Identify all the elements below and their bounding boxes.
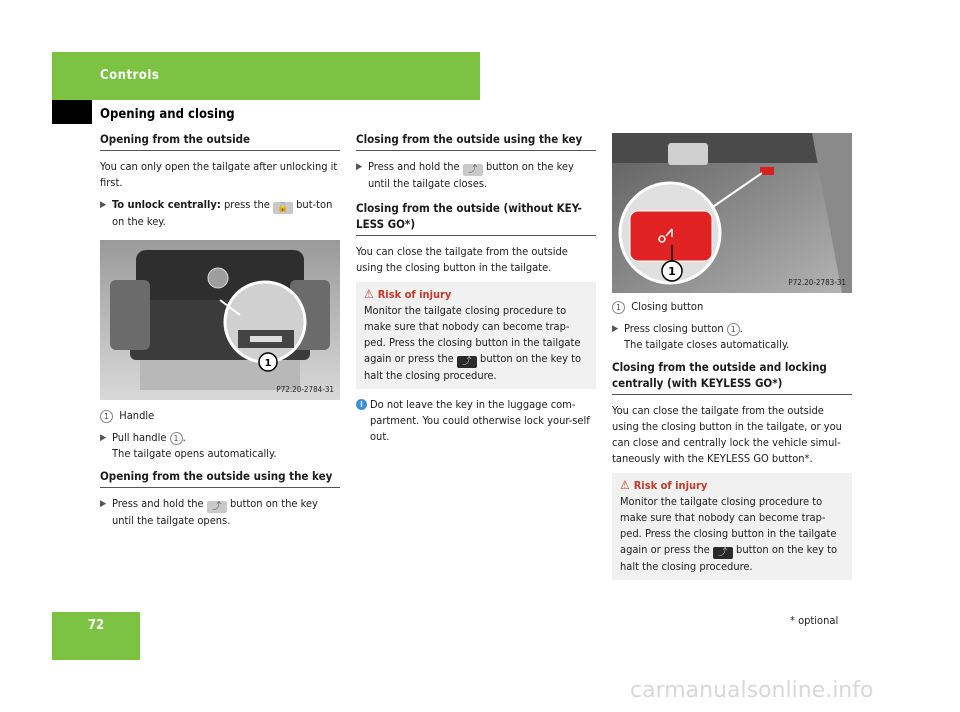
warning-title: Risk of injury xyxy=(377,288,452,301)
info-text: Do not leave the key in the luggage com-partment. You could otherwise lock your-self out. xyxy=(370,398,590,443)
step-text: Pull handle xyxy=(112,431,170,444)
legend-text: Closing button xyxy=(631,300,704,313)
warning-title: Risk of injury xyxy=(633,479,708,492)
tailgate-key-icon: ⤴ xyxy=(207,501,227,513)
intro-text: You can close the tailgate from the outside using the closing button in the tailgate. xyxy=(356,245,568,274)
step-text: Press and hold the xyxy=(368,160,463,173)
intro-text: You can close the tailgate from the outside using the closing button in the tailgate, or you can close and centrally lock the vehicle simul-taneously with the KEYLESS GO button*. xyxy=(612,404,842,465)
step-result: The tailgate opens automatically. xyxy=(112,447,277,460)
step-text: but-ton on the key. xyxy=(112,198,333,228)
warning-box xyxy=(612,473,852,580)
callout-number: 1 xyxy=(100,410,113,423)
page-title: Opening and closing xyxy=(100,107,235,122)
step-arrow-icon: ▶ xyxy=(612,324,619,334)
step-key-close xyxy=(356,159,596,192)
step-arrow-icon: ▶ xyxy=(100,499,107,509)
column-2 xyxy=(356,131,596,445)
page-number: 72 xyxy=(87,618,105,633)
column-3 xyxy=(612,133,852,588)
heading-closing-keyless: Closing from the outside and locking centrally (with KEYLESS GO*) xyxy=(612,359,852,395)
step-arrow-icon: ▶ xyxy=(356,162,363,172)
warning-text xyxy=(364,303,588,384)
info-icon: i xyxy=(356,399,367,410)
legend-text: Handle xyxy=(119,409,155,422)
step-text: Press closing button xyxy=(624,322,727,335)
warning-text-part: button on the key to halt the closing procedure. xyxy=(620,543,838,573)
warning-triangle-icon: ⚠ xyxy=(364,287,374,301)
step-arrow-icon: ▶ xyxy=(100,433,107,443)
photo-code: P72.20-2783-31 xyxy=(788,278,846,287)
warning-text-part: Monitor the tailgate closing procedure to make sure that nobody can become trap-ped. Press the closing button in the tailgate again or press the xyxy=(620,495,837,556)
step-text: button on the key until the tailgate closes. xyxy=(368,160,574,190)
optional-note: * optional xyxy=(790,614,839,627)
step-text: press the xyxy=(220,198,273,211)
step-pull-handle xyxy=(100,430,340,462)
callout-number: 1 xyxy=(612,301,625,314)
step-text: . xyxy=(182,431,186,444)
warning-text-part: button on the key to halt the closing procedure. xyxy=(364,352,582,382)
intro-text: You can only open the tailgate after unlocking it first. xyxy=(100,160,338,189)
info-note xyxy=(356,397,596,445)
warning-text-part: Monitor the tailgate closing procedure to make sure that nobody can become trap-ped. Press the closing button in the tailgate again or press the xyxy=(364,304,581,365)
photo-closing-button xyxy=(612,133,852,293)
legend-handle xyxy=(100,408,340,424)
tailgate-key-icon: ⤴ xyxy=(713,547,733,559)
warning-box xyxy=(356,282,596,389)
callout-number: 1 xyxy=(170,432,183,445)
step-text: . xyxy=(739,322,743,335)
header-marker xyxy=(52,100,92,124)
heading-closing-key: Closing from the outside using the key xyxy=(356,131,596,151)
step-result: The tailgate closes automatically. xyxy=(624,338,790,351)
watermark: carmanualsonline.info xyxy=(630,678,874,703)
step-key-open xyxy=(100,496,340,529)
callout-number: 1 xyxy=(727,323,740,336)
photo-handle xyxy=(100,240,340,400)
section-label: Controls xyxy=(100,68,160,83)
step-unlock xyxy=(100,197,340,230)
step-text: button on the key until the tailgate opens. xyxy=(112,497,318,527)
heading-opening-key: Opening from the outside using the key xyxy=(100,468,340,488)
tailgate-key-icon: ⤴ xyxy=(463,164,483,176)
svg-text:1: 1 xyxy=(668,265,676,278)
step-press-closing xyxy=(612,321,852,353)
step-text: Press and hold the xyxy=(112,497,207,510)
step-label: To unlock centrally: xyxy=(112,198,221,211)
heading-opening-outside: Opening from the outside xyxy=(100,131,340,151)
column-1 xyxy=(100,131,340,535)
photo-code: P72.20-2784-31 xyxy=(276,385,334,394)
heading-closing-no-keyless: Closing from the outside (without KEY-LESS GO*) xyxy=(356,200,596,236)
tailgate-key-icon: ⤴ xyxy=(457,356,477,368)
warning-triangle-icon: ⚠ xyxy=(620,478,630,492)
warning-text xyxy=(620,494,844,575)
legend-closing-button xyxy=(612,299,852,315)
step-arrow-icon: ▶ xyxy=(100,200,107,210)
svg-text:1: 1 xyxy=(264,358,272,369)
unlock-key-icon: 🔓 xyxy=(273,202,293,214)
